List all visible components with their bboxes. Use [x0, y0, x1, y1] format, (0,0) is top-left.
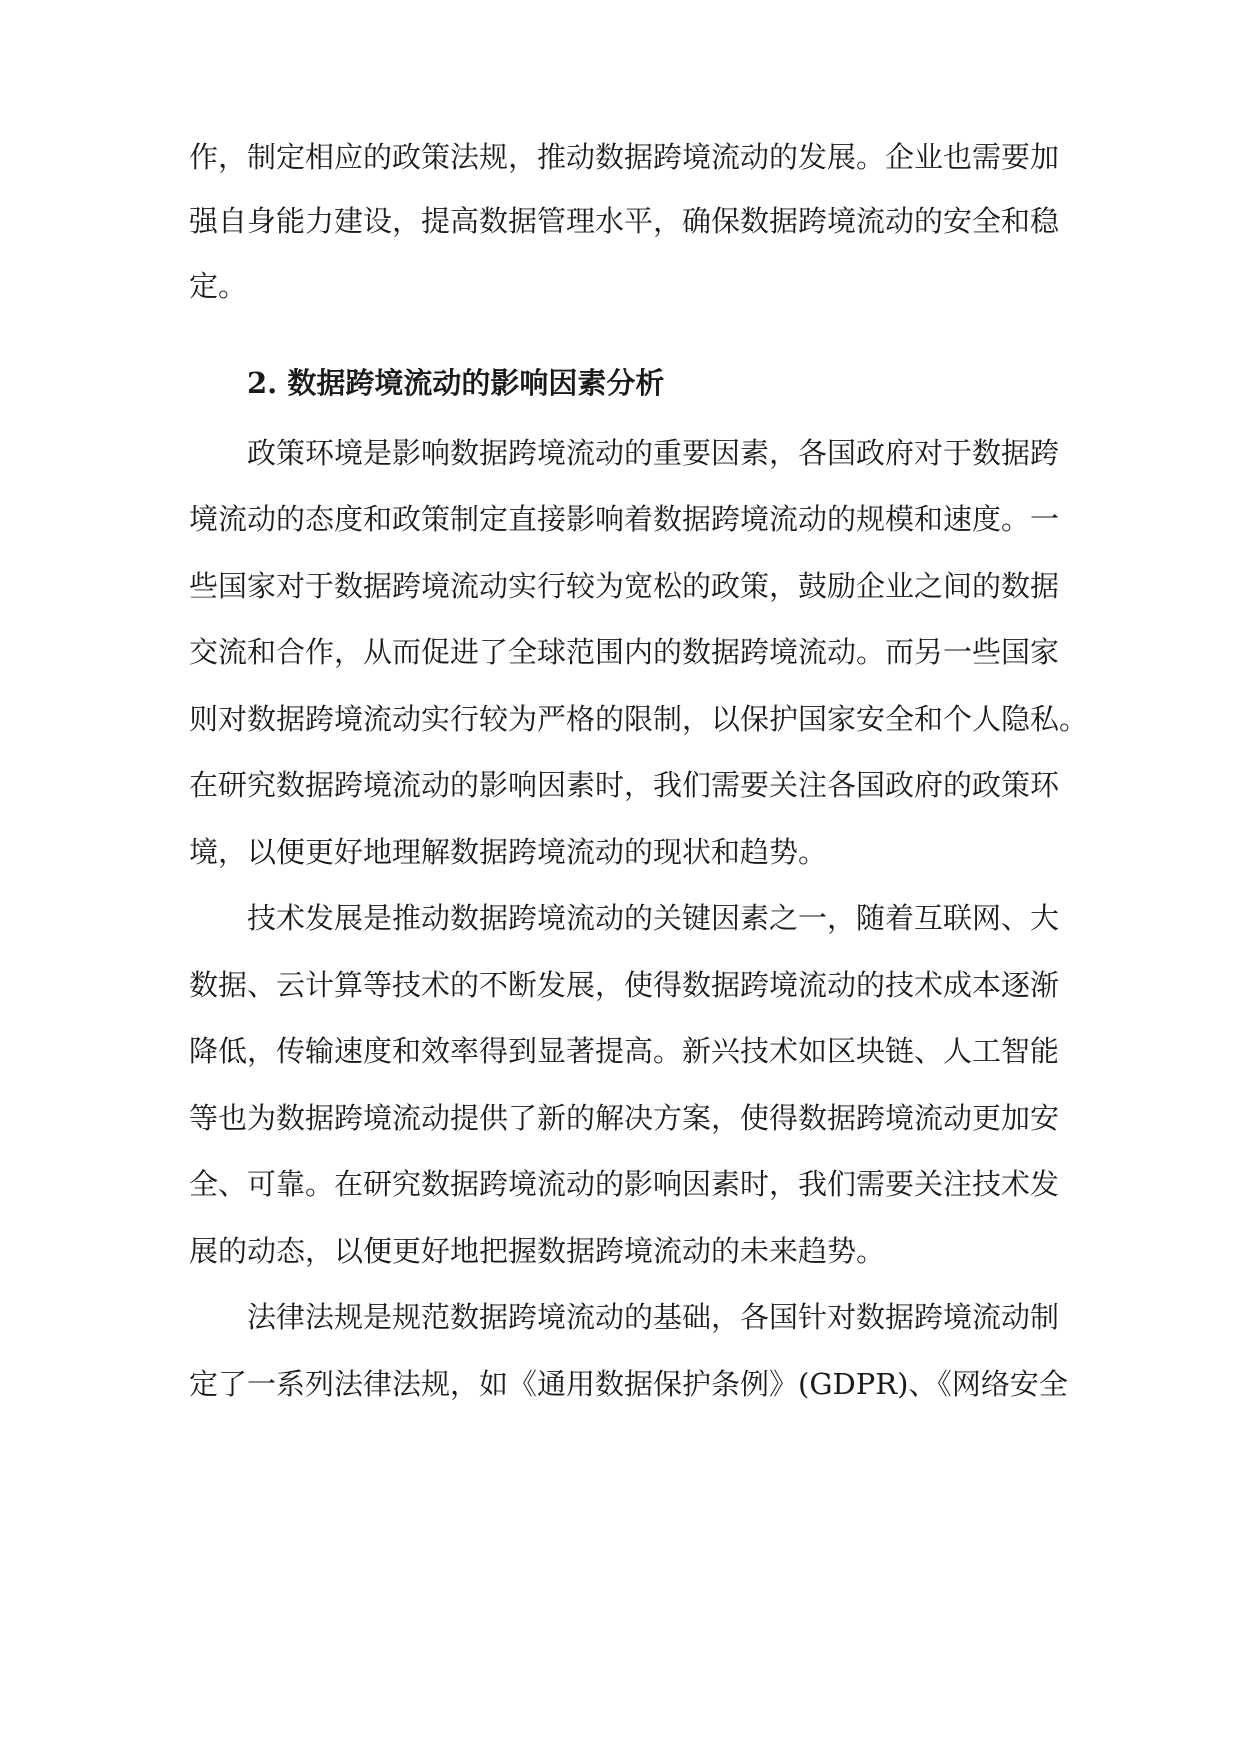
technology-line-3: 降低，传输速度和效率得到显著提高。新兴技术如区块链、人工智能 — [189, 1034, 1060, 1068]
technology-line-6: 展的动态，以便更好地把握数据跨境流动的未来趋势。 — [189, 1234, 886, 1268]
technology-line-4: 等也为数据跨境流动提供了新的解决方案，使得数据跨境流动更加安 — [189, 1101, 1060, 1135]
intro-line-1: 作，制定相应的政策法规，推动数据跨境流动的发展。企业也需要加 — [189, 140, 1060, 174]
section-heading: 2. 数据跨境流动的影响因素分析 — [247, 366, 665, 400]
policy-line-2: 境流动的态度和政策制定直接影响着数据跨境流动的规模和速度。一 — [189, 502, 1060, 536]
policy-line-3: 些国家对于数据跨境流动实行较为宽松的政策，鼓励企业之间的数据 — [189, 569, 1060, 603]
policy-line-1: 政策环境是影响数据跨境流动的重要因素，各国政府对于数据跨 — [247, 436, 1060, 470]
policy-line-7: 境，以便更好地理解数据跨境流动的现状和趋势。 — [189, 835, 828, 869]
policy-line-5: 则对数据跨境流动实行较为严格的限制，以保护国家安全和个人隐私。 — [189, 702, 1089, 736]
policy-line-4: 交流和合作，从而促进了全球范围内的数据跨境流动。而另一些国家 — [189, 635, 1060, 669]
intro-line-2: 强自身能力建设，提高数据管理水平，确保数据跨境流动的安全和稳 — [189, 204, 1060, 238]
intro-line-3: 定。 — [189, 269, 248, 303]
technology-line-1: 技术发展是推动数据跨境流动的关键因素之一，随着互联网、大 — [247, 901, 1060, 935]
technology-line-5: 全、可靠。在研究数据跨境流动的影响因素时，我们需要关注技术发 — [189, 1167, 1060, 1201]
policy-line-6: 在研究数据跨境流动的影响因素时，我们需要关注各国政府的政策环 — [189, 768, 1060, 802]
law-line-2: 定了一系列法律法规，如《通用数据保护条例》(GDPR)、《网络安全 — [189, 1367, 1068, 1401]
law-line-1: 法律法规是规范数据跨境流动的基础，各国针对数据跨境流动制 — [247, 1300, 1060, 1334]
technology-line-2: 数据、云计算等技术的不断发展，使得数据跨境流动的技术成本逐渐 — [189, 968, 1060, 1002]
